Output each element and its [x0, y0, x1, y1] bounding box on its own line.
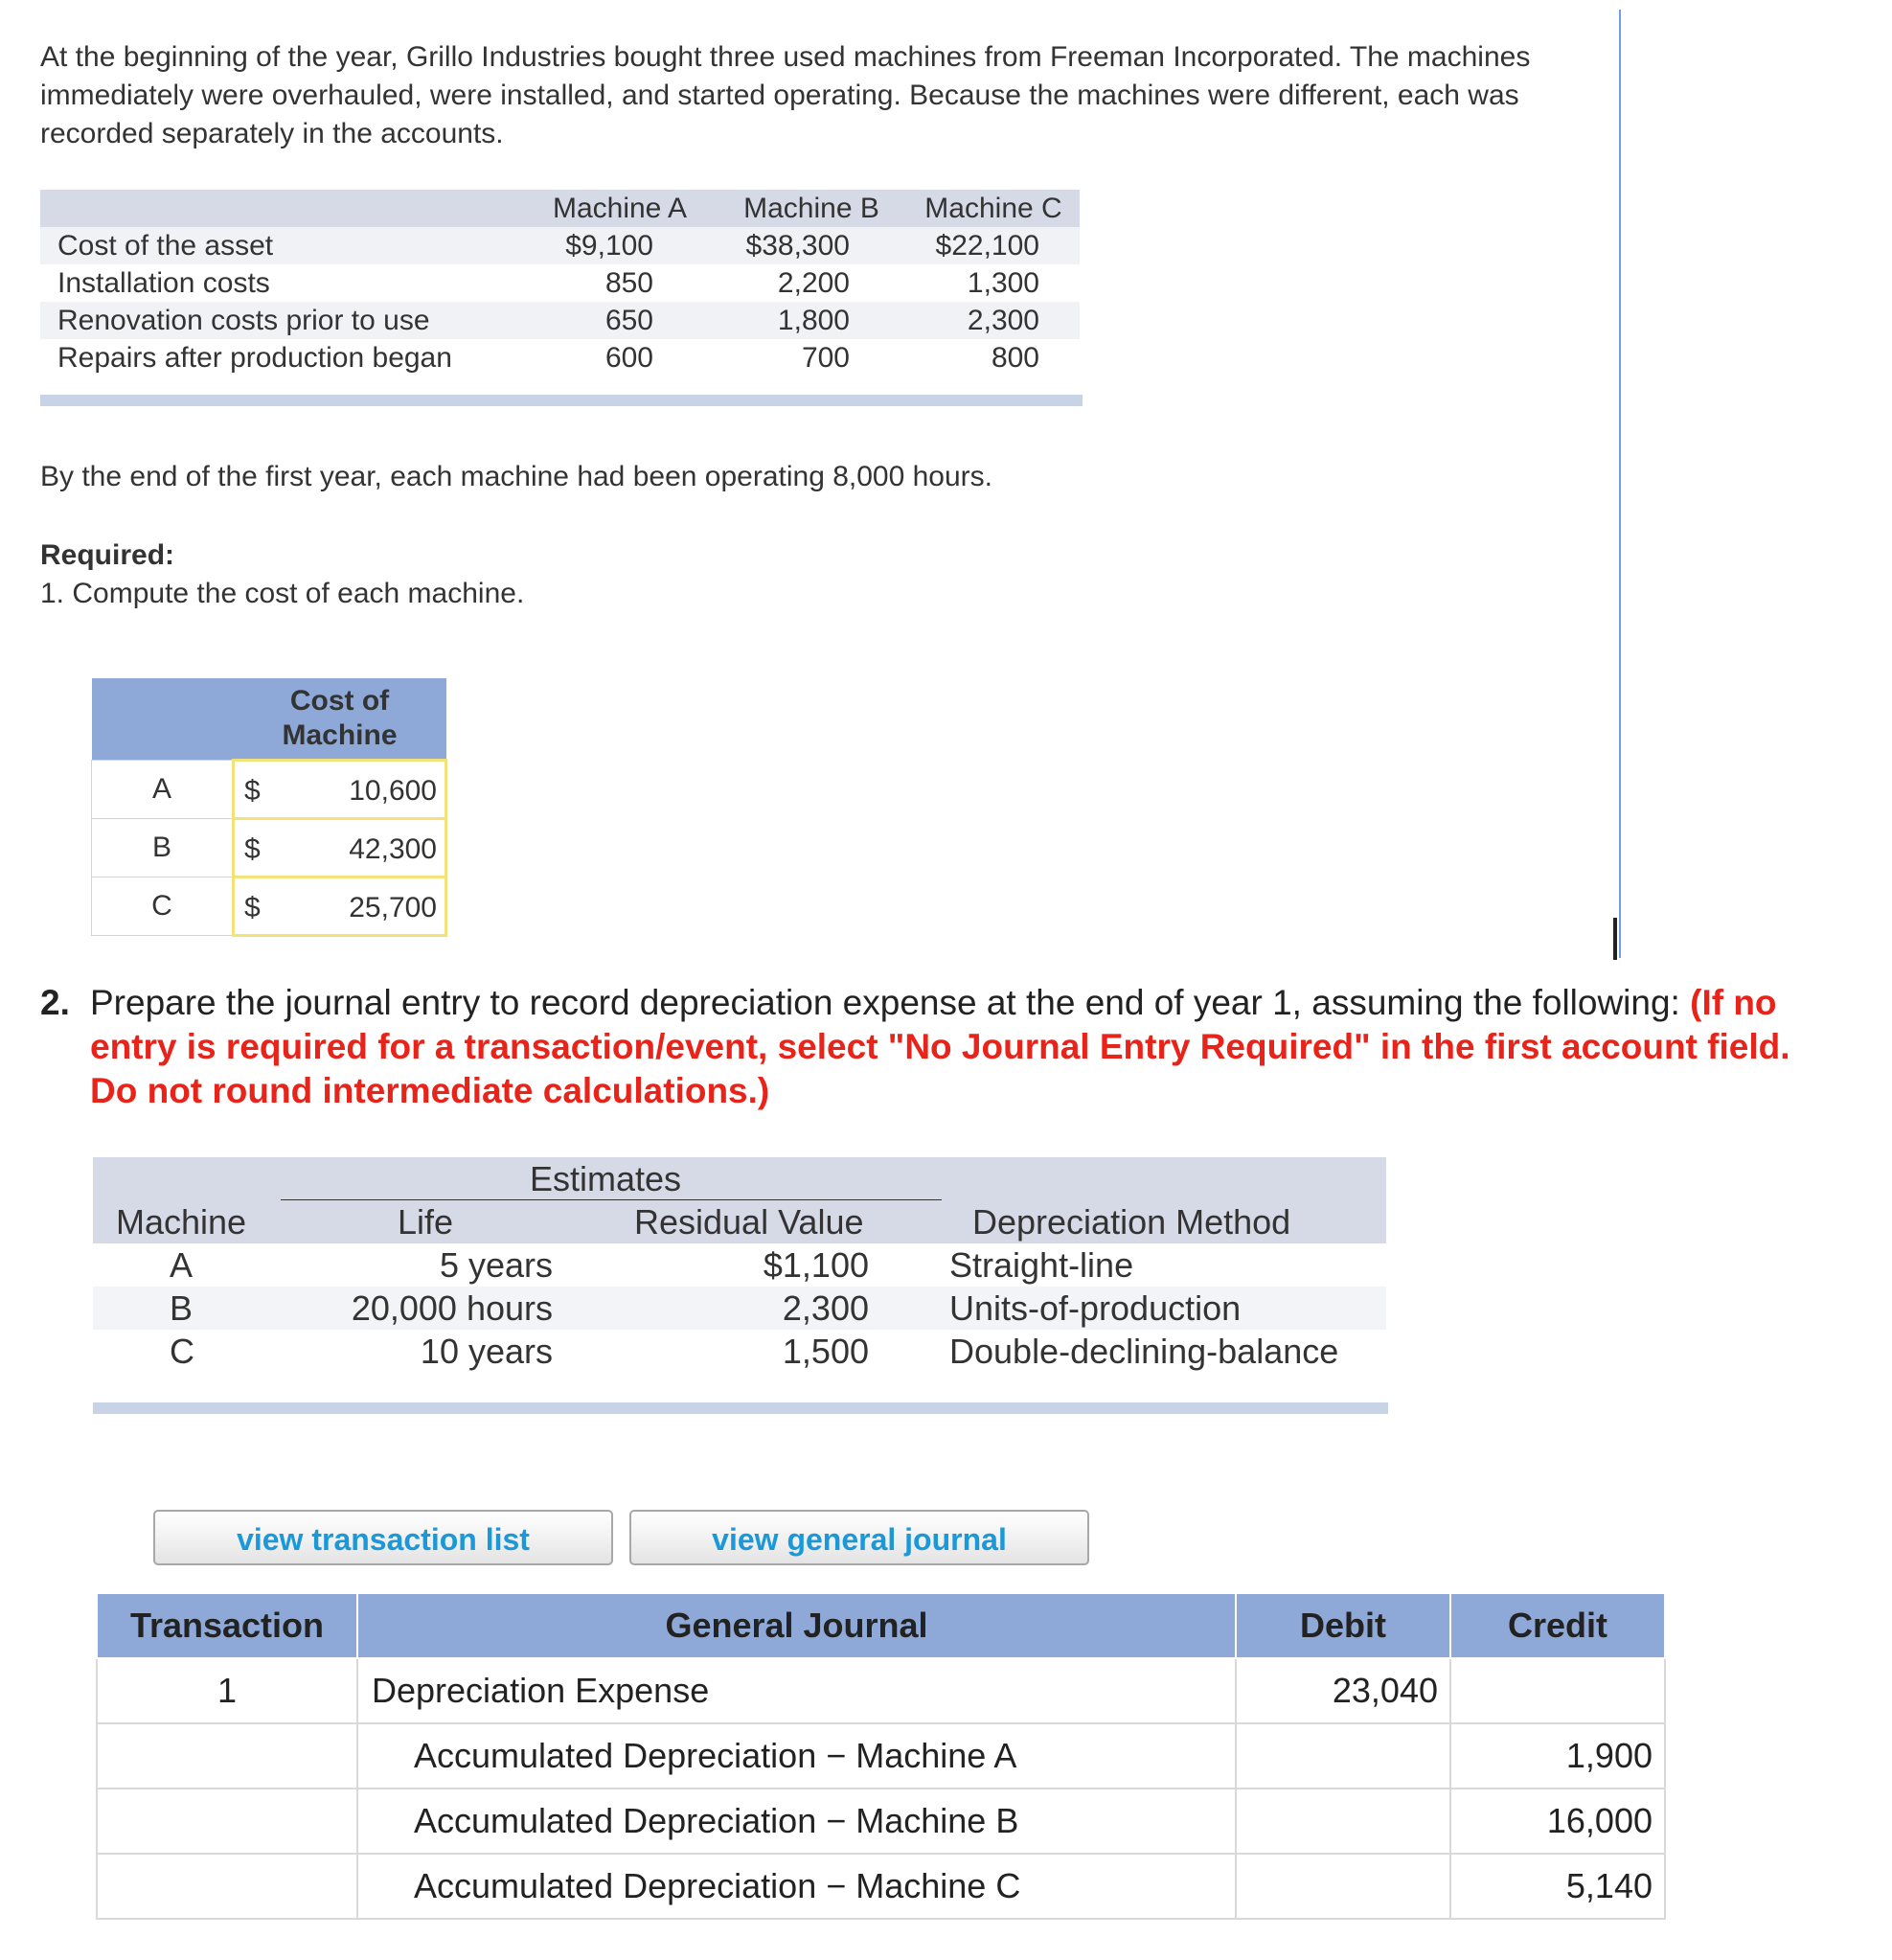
general-journal-table: [96, 1592, 1666, 1920]
debit-field[interactable]: 23,040: [1236, 1658, 1450, 1723]
cost-cell-a: 650: [604, 305, 653, 336]
dollar-symbol: $: [244, 833, 261, 865]
header-credit: Credit: [1450, 1593, 1665, 1658]
requirement-1: 1. Compute the cost of each machine.: [40, 578, 525, 609]
header-machine-a: Machine A: [552, 193, 688, 224]
cost-value: 25,700: [349, 892, 437, 923]
cost-value: 10,600: [349, 775, 437, 807]
cost-row-label: Renovation costs prior to use: [57, 305, 430, 336]
dollar-symbol: $: [244, 775, 261, 807]
header-machine-b: Machine B: [743, 193, 879, 224]
estimates-bottom-bar: [93, 1402, 1388, 1414]
machine-label: C: [92, 877, 234, 936]
estimate-residual: 2,300: [782, 1288, 869, 1328]
transaction-number: 1: [97, 1658, 357, 1723]
estimate-method: Units-of-production: [949, 1288, 1242, 1328]
estimates-row: [93, 1330, 1386, 1373]
header-machine-c: Machine C: [924, 193, 1062, 224]
transaction-number: [97, 1723, 357, 1789]
cost-cell-a: $9,100: [565, 230, 653, 262]
account-field[interactable]: Depreciation Expense: [357, 1658, 1236, 1723]
cost-row-label: Installation costs: [57, 267, 270, 299]
debit-field[interactable]: [1236, 1723, 1450, 1789]
operating-hours-text: By the end of the first year, each machine had been operating 8,000 hours.: [40, 461, 992, 492]
estimates-row: [93, 1287, 1386, 1330]
cost-cell-b: 2,200: [777, 267, 850, 299]
requirement-2-text: Prepare the journal entry to record depreciation expense at the end of year 1, assuming the following:: [90, 983, 1680, 1022]
text-cursor: [1613, 918, 1617, 960]
estimate-life: 5 years: [439, 1245, 553, 1285]
estimates-row: [93, 1243, 1386, 1287]
estimate-life: 10 years: [420, 1332, 553, 1371]
cost-value: 42,300: [349, 833, 437, 865]
panel-divider: [1619, 10, 1621, 958]
cost-cell-b: $38,300: [745, 230, 850, 262]
credit-field[interactable]: 5,140: [1450, 1854, 1665, 1919]
machine-cost-table: [40, 190, 1080, 376]
cost-input-b[interactable]: [234, 819, 446, 877]
estimate-machine: C: [170, 1332, 194, 1371]
cost-cell-c: 1,300: [967, 267, 1039, 299]
estimate-machine: A: [170, 1245, 194, 1285]
journal-row: [97, 1723, 1665, 1789]
estimates-table: [93, 1157, 1386, 1373]
header-general-journal: General Journal: [357, 1593, 1236, 1658]
cost-of-machine-header: Cost of Machine: [234, 678, 446, 761]
header-machine: Machine: [116, 1202, 247, 1242]
header-residual: Residual Value: [634, 1202, 864, 1242]
cost-cell-b: 700: [801, 342, 850, 374]
debit-field[interactable]: [1236, 1854, 1450, 1919]
transaction-number: [97, 1854, 357, 1919]
estimate-method: Double-declining-balance: [949, 1332, 1339, 1371]
cost-row: [40, 302, 1080, 339]
cost-cell-c: 800: [991, 342, 1039, 374]
estimate-method: Straight-line: [949, 1245, 1134, 1285]
machine-label: A: [92, 761, 234, 819]
cost-cell-c: 2,300: [967, 305, 1039, 336]
cost-row: [40, 264, 1080, 302]
estimate-residual: 1,500: [782, 1332, 869, 1371]
cost-row: [40, 339, 1080, 376]
cost-of-machine-table: [91, 678, 447, 937]
transaction-number: [97, 1789, 357, 1854]
required-label: Required:: [40, 539, 175, 571]
estimates-group-header: Estimates: [530, 1159, 682, 1198]
cost-cell-a: 600: [604, 342, 653, 374]
dollar-symbol: $: [244, 892, 261, 923]
cost-cell-a: 850: [604, 267, 653, 299]
header-life: Life: [398, 1202, 454, 1242]
credit-field[interactable]: 16,000: [1450, 1789, 1665, 1854]
cost-cell-c: $22,100: [935, 230, 1039, 262]
estimate-life: 20,000 hours: [351, 1288, 553, 1328]
requirement-2: [40, 981, 1841, 1113]
header-debit: Debit: [1236, 1593, 1450, 1658]
machine-label: B: [92, 819, 234, 877]
cost-cell-b: 1,800: [777, 305, 850, 336]
account-field[interactable]: Accumulated Depreciation − Machine A: [357, 1723, 1236, 1789]
journal-row: [97, 1854, 1665, 1919]
credit-field[interactable]: 1,900: [1450, 1723, 1665, 1789]
estimates-header-row: [93, 1200, 1386, 1243]
account-field[interactable]: Accumulated Depreciation − Machine B: [357, 1789, 1236, 1854]
credit-field[interactable]: [1450, 1658, 1665, 1723]
cost-row-label: Repairs after production began: [57, 342, 452, 374]
blank-header: [92, 678, 234, 761]
estimate-residual: $1,100: [763, 1245, 869, 1285]
required-section: [40, 536, 524, 613]
view-transaction-list-button[interactable]: view transaction list: [153, 1510, 613, 1565]
cost-row-label: Cost of the asset: [57, 230, 274, 262]
requirement-2-instructions: (If no entry is required for a transaction/event, select "No Journal Entry Required" in the first account field. Do not round intermediate calculations.): [90, 983, 1790, 1110]
header-transaction: Transaction: [97, 1593, 357, 1658]
table-bottom-bar: [40, 395, 1083, 406]
cost-row: [40, 227, 1080, 264]
estimate-machine: B: [170, 1288, 194, 1328]
cost-input-a[interactable]: [234, 761, 446, 819]
header-method: Depreciation Method: [972, 1202, 1291, 1242]
view-general-journal-button[interactable]: view general journal: [629, 1510, 1089, 1565]
cost-table-header: [40, 190, 1080, 227]
account-field[interactable]: Accumulated Depreciation − Machine C: [357, 1854, 1236, 1919]
requirement-2-number: 2.: [40, 983, 70, 1022]
journal-header-row: [97, 1593, 1665, 1658]
problem-intro: At the beginning of the year, Grillo Industries bought three used machines from Freeman Incorporated. The machines immediately were overhauled, were installed, and started operating. Because the machines were different, each was recorded separately in the accounts.: [40, 41, 1531, 149]
cost-input-c[interactable]: [234, 877, 446, 936]
journal-row: [97, 1789, 1665, 1854]
estimates-group-header-row: [93, 1157, 1386, 1200]
debit-field[interactable]: [1236, 1789, 1450, 1854]
journal-row: [97, 1658, 1665, 1723]
